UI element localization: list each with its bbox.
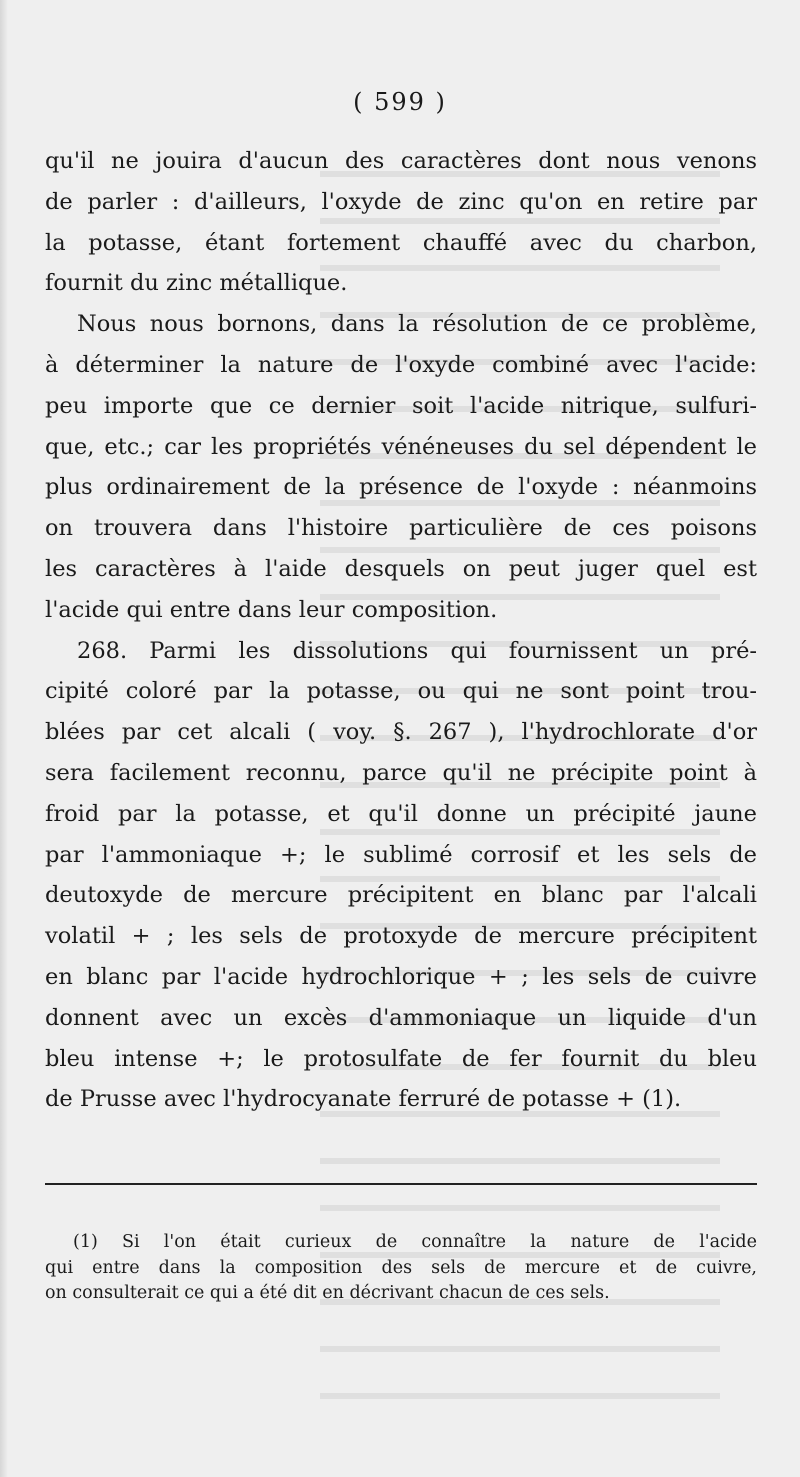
text-line: à déterminer la nature de l'oxyde combiné avec l'acide: [45,351,757,378]
text-line: peu importe que ce dernier soit l'acide nitrique, sulfuri- [45,392,757,419]
text-line: en blanc par l'acide hydrochlorique + ; les sels de cuivre [45,963,757,990]
text-line: les caractères à l'aide desquels on peut juger quel est [45,555,757,582]
footnote-line: qui entre dans la composition des sels de mercure et de cuivre, [45,1257,757,1278]
text-line: froid par la potasse, et qu'il donne un précipité jaune [45,800,757,827]
text-line: plus ordinairement de la présence de l'oxyde : néanmoins [45,474,757,501]
text-line: cipité coloré par la potasse, ou qui ne sont point trou- [45,678,757,705]
text-line: qu'il ne jouira d'aucun des caractères dont nous venons [45,148,757,174]
text-line: la potasse, étant fortement chauffé avec du charbon, [45,229,757,256]
page-edge-shadow [0,0,8,1477]
text-line: fournit du zinc métallique. [45,270,348,297]
text-line: deutoxyde de mercure précipitent en blanc par l'alcali [45,882,757,909]
text-line: bleu intense +; le protosulfate de fer fournit du bleu [45,1045,757,1072]
text-line: donnent avec un excès d'ammoniaque un liquide d'un [45,1004,757,1031]
text-line: l'acide qui entre dans leur composition. [45,596,498,623]
text-line: de parler : d'ailleurs, l'oxyde de zinc qu'on en retire par [45,188,757,215]
footnote-line: (1) Si l'on était curieux de connaître la nature de l'acide [73,1232,757,1252]
text-line: on trouvera dans l'histoire particulière de ces poisons [45,515,757,542]
footnote-line: on consulterait ce qui a été dit en décrivant chacun de ces sels. [45,1283,610,1303]
footnote [45,1230,757,1307]
main-text [45,141,757,1120]
text-line: que, etc.; car les propriétés vénéneuses du sel dépendent le [45,433,757,460]
paragraph-start-line: Nous nous bornons, dans la résolution de ce problème, [77,311,757,338]
footnote-rule [45,1183,757,1185]
page-number: ( 599 ) [353,88,447,116]
text-line: de Prusse avec l'hydrocyanate ferruré de potasse + (1). [45,1086,682,1113]
text-line: volatil + ; les sels de protoxyde de mercure précipitent [45,923,757,950]
text-line: par l'ammoniaque +; le sublimé corrosif et les sels de [45,841,757,868]
section-268-start-line: 268. Parmi les dissolutions qui fournissent un pré- [77,637,757,664]
text-line: blées par cet alcali ( voy. §. 267 ), l'hydrochlorate d'or [45,719,757,746]
text-line: sera facilement reconnu, parce qu'il ne précipite point à [45,759,757,786]
